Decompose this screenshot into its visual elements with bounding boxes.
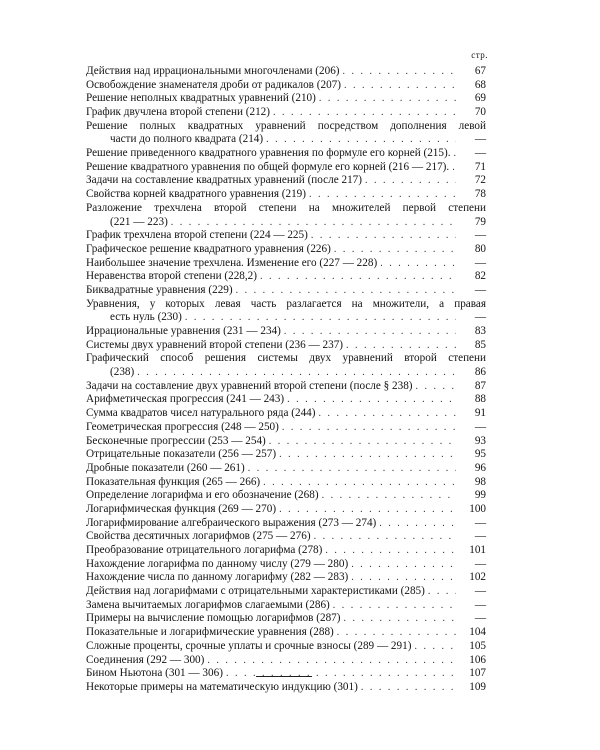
- toc-entry-title: Решение квадратного уравнения по общей формуле его корней (216 — 217).: [86, 160, 450, 173]
- toc-entry-title: Логарифмирование алгебраического выражения (273 — 274): [86, 516, 377, 529]
- toc-entry-title: Показательные и логарифмические уравнения (288): [86, 626, 334, 639]
- toc-entry-title: Сумма квадратов чисел натурального ряда (244): [86, 407, 316, 420]
- toc-entry-title: Бином Ньютона (301 — 306): [86, 667, 223, 680]
- toc-page-number: —: [474, 612, 486, 625]
- dot-leader: [314, 530, 456, 544]
- dot-leader: [319, 92, 456, 106]
- toc-page-number: 79: [474, 215, 486, 228]
- toc-entry-title: Действия над логарифмами с отрицательными характеристиками (285): [86, 585, 425, 598]
- dot-leader: [185, 311, 456, 325]
- toc-page-number: 93: [474, 434, 486, 447]
- toc-page-number: 82: [474, 270, 486, 283]
- toc-entry: [86, 202, 486, 216]
- toc-page-number: 91: [474, 407, 486, 420]
- dot-leader: [454, 147, 456, 161]
- toc-page-number: —: [474, 420, 486, 433]
- footer-rule: [256, 676, 312, 677]
- dot-leader: [325, 544, 456, 558]
- toc-page-number: 104: [469, 626, 486, 639]
- toc-entry: [86, 613, 486, 627]
- dot-leader: [236, 284, 456, 298]
- toc-entry: [86, 243, 486, 257]
- toc-entry-title: Системы двух уравнений второй степени (236 — 237): [86, 338, 344, 351]
- toc-entry-title: Разложение трехчлена второй степени на множителей первой степени: [86, 201, 486, 214]
- toc-entry: [86, 640, 486, 654]
- toc-entry-title: Задачи на составление квадратных уравнений (после 217): [86, 174, 362, 187]
- toc-entry-title: Иррациональные уравнения (231 — 234): [86, 325, 281, 338]
- toc-page-number: 78: [474, 188, 486, 201]
- toc-page-number: —: [474, 229, 486, 242]
- dot-leader: [414, 640, 456, 654]
- toc-entry: [86, 571, 486, 585]
- dot-leader: [361, 681, 456, 695]
- toc-entry: [86, 585, 486, 599]
- toc-entry-title: Свойства корней квадратного уравнения (219): [86, 188, 306, 201]
- toc-entry: [86, 394, 486, 408]
- dot-leader: [343, 65, 456, 79]
- toc-entry-continuation: [86, 216, 486, 230]
- toc-page-number: 87: [474, 379, 486, 392]
- toc-page-number: 88: [474, 393, 486, 406]
- dot-leader: [171, 216, 456, 230]
- toc-entry-title: График двучлена второй степени (212): [86, 106, 270, 119]
- dot-leader: [452, 161, 456, 175]
- toc-page-number: 68: [474, 78, 486, 91]
- dot-leader: [416, 380, 456, 394]
- dot-leader: [379, 517, 456, 531]
- dot-leader: [137, 366, 456, 380]
- toc-entry-title: Решение приведенного квадратного уравнения по формуле его корней (215).: [86, 147, 451, 160]
- toc-entry-title: Графическое решение квадратного уравнения (226): [86, 242, 331, 255]
- toc-entry: [86, 339, 486, 353]
- toc-entry: [86, 229, 486, 243]
- dot-leader: [260, 270, 456, 284]
- toc-entry: [86, 147, 486, 161]
- toc-page-number: 67: [474, 64, 486, 77]
- toc-entry: [86, 544, 486, 558]
- toc-page-number: —: [474, 311, 486, 324]
- toc-page-number: 109: [469, 680, 486, 693]
- dot-leader: [337, 626, 456, 640]
- dot-leader: [284, 325, 456, 339]
- toc-page-number: 100: [469, 502, 486, 515]
- toc-page-number: 72: [474, 174, 486, 187]
- toc-entry-title: Наибольшее значение трехчлена. Изменение его (227 — 228): [86, 256, 378, 269]
- toc-entry-title: Сложные проценты, срочные уплаты и срочные взносы (289 — 291): [86, 639, 412, 652]
- toc-entry-title: Бесконечные прогрессии (253 — 254): [86, 434, 266, 447]
- toc-entry-continuation: [86, 133, 486, 147]
- toc-entry-title: Логарифмическая функция (269 — 270): [86, 502, 277, 515]
- toc-page-number: 98: [474, 475, 486, 488]
- dot-leader: [365, 174, 456, 188]
- toc-page-number: —: [474, 585, 486, 598]
- toc-entry: [86, 325, 486, 339]
- toc-page-number: 107: [469, 667, 486, 680]
- toc-page-number: 83: [474, 325, 486, 338]
- toc-entry: [86, 298, 486, 312]
- toc-entry-title: Определение логарифма и его обозначение (268): [86, 489, 319, 502]
- toc-entry-title: части до полного квадрата (214): [110, 133, 264, 146]
- dot-leader: [311, 229, 456, 243]
- toc-entry-title: График трехчлена второй степени (224 — 225): [86, 229, 308, 242]
- dot-leader: [226, 667, 456, 681]
- toc-entry: [86, 462, 486, 476]
- toc-entry: [86, 120, 486, 134]
- dot-leader: [380, 257, 456, 271]
- dot-leader: [343, 612, 456, 626]
- toc-entry-title: Нахождение логарифма по данному числу (279 — 280): [86, 557, 349, 570]
- toc-entry: [86, 257, 486, 271]
- toc-entry-continuation: [86, 311, 486, 325]
- dot-leader: [279, 503, 456, 517]
- toc-entry: [86, 626, 486, 640]
- dot-leader: [287, 393, 456, 407]
- toc-page-number: —: [474, 133, 486, 146]
- toc-page-number: —: [474, 530, 486, 543]
- toc-entry-title: (238): [110, 366, 135, 379]
- toc-entry-title: Биквадратные уравнения (229): [86, 283, 233, 296]
- dot-leader: [207, 654, 456, 668]
- toc-page-number: —: [474, 516, 486, 529]
- toc-entry-title: Освобождение знаменателя дроби от радикалов (207): [86, 78, 341, 91]
- toc-entry-title: Решение неполных квадратных уравнений (210): [86, 92, 316, 105]
- toc-page-number: 106: [469, 653, 486, 666]
- toc-entry: [86, 65, 486, 79]
- toc-entry-title: Свойства десятичных логарифмов (275 — 276): [86, 530, 311, 543]
- toc-entry: [86, 517, 486, 531]
- toc-entry-continuation: [86, 366, 486, 380]
- dot-leader: [282, 421, 456, 435]
- dot-leader: [428, 585, 456, 599]
- toc-entry: [86, 161, 486, 175]
- toc-page-number: —: [474, 147, 486, 160]
- toc-entry: [86, 188, 486, 202]
- toc-entry: [86, 92, 486, 106]
- toc-entry-title: Уравнения, у которых левая часть разлагается на множители, а правая: [86, 297, 486, 310]
- toc-entry-title: Решение полных квадратных уравнений посредством дополнения левой: [86, 119, 486, 132]
- toc-entry-title: Арифметическая прогрессия (241 — 243): [86, 393, 285, 406]
- toc-entry-title: Отрицательные показатели (256 — 257): [86, 448, 277, 461]
- toc-entry: [86, 270, 486, 284]
- toc-entry-title: Нахождение числа по данному логарифму (282 — 283): [86, 571, 349, 584]
- toc-page-number: —: [474, 256, 486, 269]
- toc-entry: [86, 530, 486, 544]
- toc-entry: [86, 654, 486, 668]
- toc-entry: [86, 284, 486, 298]
- toc-page-number: 105: [469, 639, 486, 652]
- dot-leader: [351, 558, 456, 572]
- toc-entry-title: Примеры на вычисление помощью логарифмов (287): [86, 612, 341, 625]
- toc-entry-title: Неравенства второй степени (228,2): [86, 270, 258, 283]
- dot-leader: [269, 435, 456, 449]
- toc-entry: [86, 421, 486, 435]
- toc-entry-title: Геометрическая прогрессия (248 — 250): [86, 420, 279, 433]
- dot-leader: [351, 571, 456, 585]
- toc-entry: [86, 175, 486, 189]
- toc-entry: [86, 503, 486, 517]
- toc-page-number: 71: [474, 160, 486, 173]
- toc-entry: [86, 489, 486, 503]
- dot-leader: [266, 133, 456, 147]
- toc-page-number: 102: [469, 571, 486, 584]
- toc-entry-title: Графический способ решения системы двух уравнений второй степени: [86, 352, 486, 365]
- toc-entry: [86, 79, 486, 93]
- dot-leader: [309, 188, 456, 202]
- toc-entry: [86, 407, 486, 421]
- toc-entry: [86, 667, 486, 681]
- toc-entry: [86, 448, 486, 462]
- toc-entry: [86, 476, 486, 490]
- toc-entry-title: Дробные показатели (260 — 261): [86, 461, 245, 474]
- toc-entry-title: Преобразование отрицательного логарифма (278): [86, 544, 323, 557]
- dot-leader: [279, 448, 456, 462]
- toc-page-number: —: [474, 557, 486, 570]
- toc-entry: [86, 352, 486, 366]
- dot-leader: [319, 407, 457, 421]
- toc-entry-title: Действия над иррациональными многочленами (206): [86, 64, 340, 77]
- dot-leader: [333, 599, 456, 613]
- dot-leader: [346, 339, 456, 353]
- toc-entry-title: Показательная функция (265 — 266): [86, 475, 261, 488]
- table-of-contents: [86, 65, 486, 695]
- dot-leader: [273, 106, 456, 120]
- toc-page-number: 96: [474, 461, 486, 474]
- toc-entry-title: Задачи на составление двух уравнений второй степени (после § 238): [86, 379, 413, 392]
- toc-entry: [86, 558, 486, 572]
- toc-page-number: 70: [474, 106, 486, 119]
- toc-page-number: 95: [474, 448, 486, 461]
- page-column-header: стр.: [471, 50, 488, 60]
- toc-page-number: 99: [474, 489, 486, 502]
- dot-leader: [263, 476, 456, 490]
- toc-page-number: 86: [474, 366, 486, 379]
- toc-page-number: —: [474, 598, 486, 611]
- toc-entry-title: Замена вычитаемых логарифмов слагаемыми (286): [86, 598, 330, 611]
- toc-page-number: 69: [474, 92, 486, 105]
- toc-entry: [86, 106, 486, 120]
- dot-leader: [344, 79, 456, 93]
- dot-leader: [248, 462, 456, 476]
- toc-page-number: 80: [474, 242, 486, 255]
- dot-leader: [334, 243, 456, 257]
- toc-entry: [86, 380, 486, 394]
- toc-entry: [86, 435, 486, 449]
- toc-entry: [86, 681, 486, 695]
- dot-leader: [322, 489, 456, 503]
- toc-page-number: —: [474, 283, 486, 296]
- toc-entry-title: есть нуль (230): [110, 311, 182, 324]
- toc-page-number: 101: [469, 544, 486, 557]
- toc-entry-title: Некоторые примеры на математическую индукцию (301): [86, 680, 358, 693]
- toc-entry-title: Соединения (292 — 300): [86, 653, 205, 666]
- toc-entry: [86, 599, 486, 613]
- toc-entry-title: (221 — 223): [110, 215, 168, 228]
- toc-page-number: 85: [474, 338, 486, 351]
